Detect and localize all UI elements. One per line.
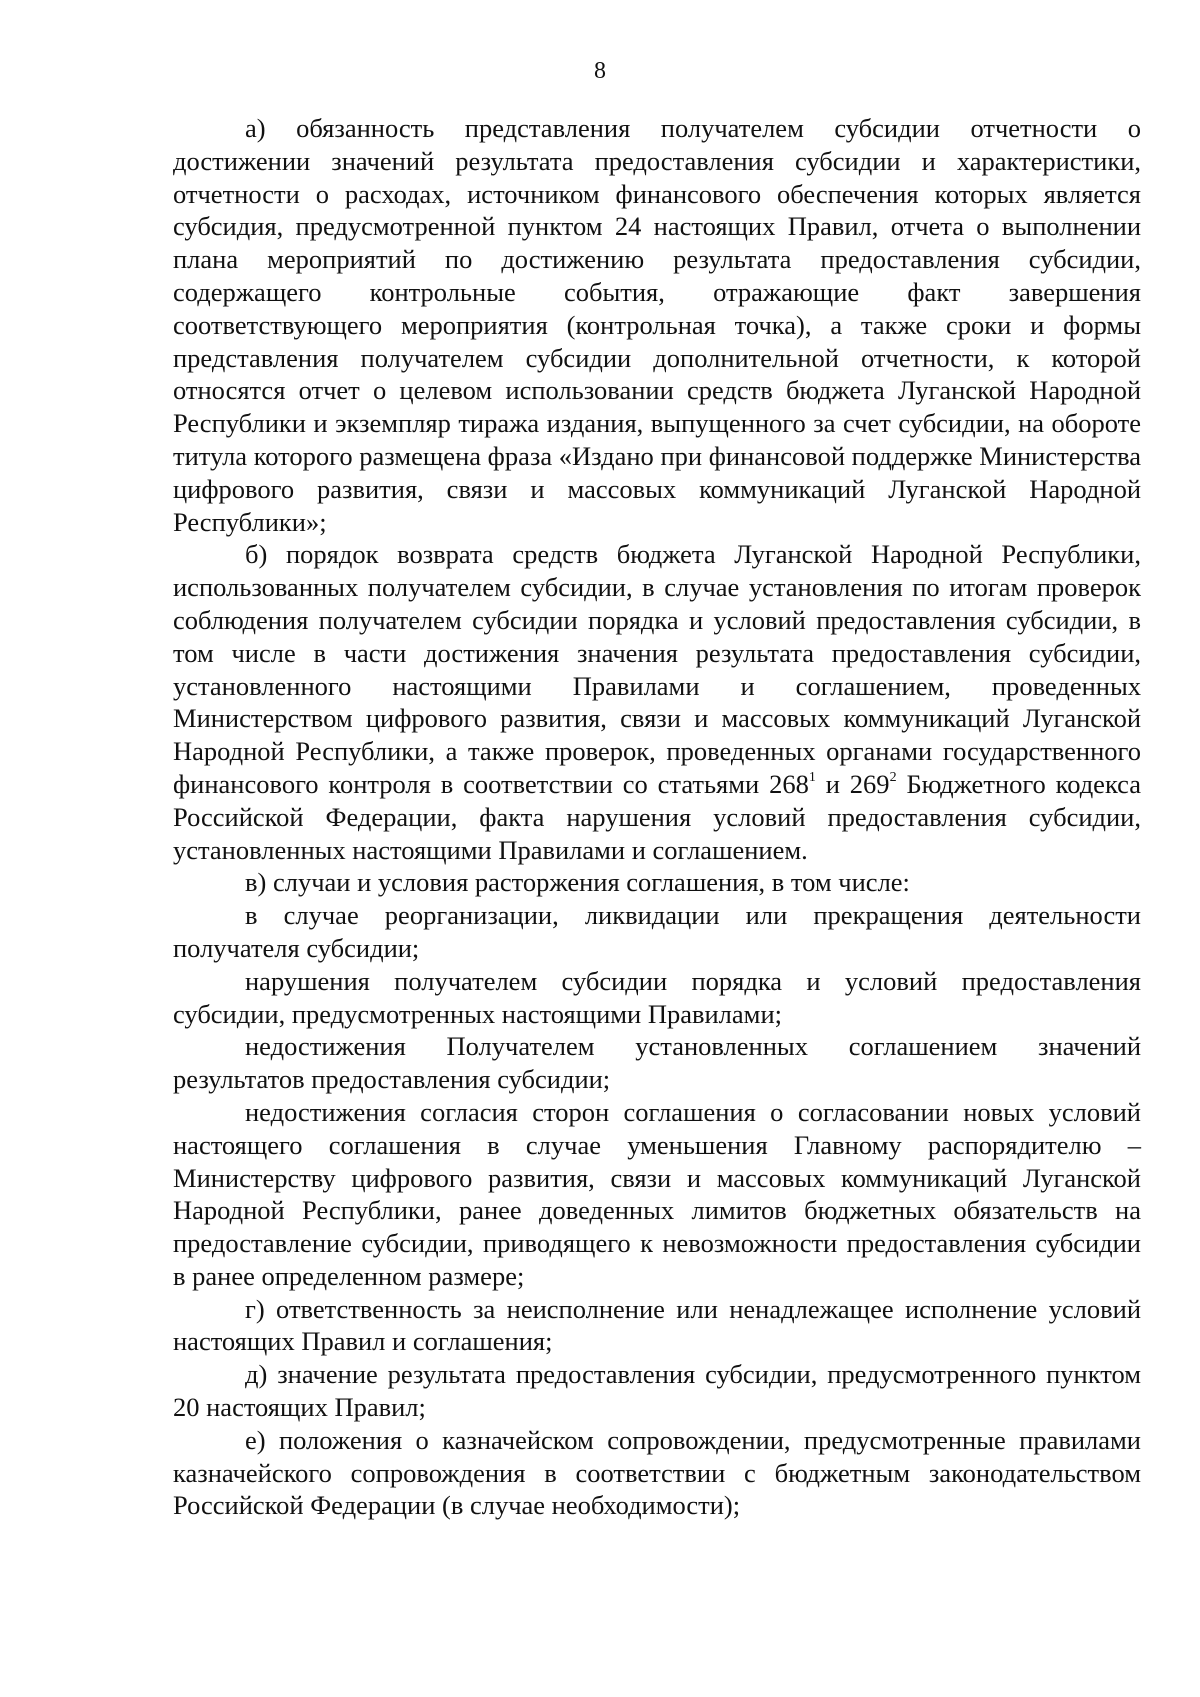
- document-body: [173, 112, 1141, 1522]
- paragraph-b: [173, 538, 1141, 866]
- paragraph-v-item-2: нарушения получателем субсидии порядка и условий предоставления субсидии, предусмотренных настоящими Правилами;: [173, 965, 1141, 1029]
- paragraph-b-text-2: и 269: [815, 768, 890, 799]
- paragraph-v: в) случаи и условия расторжения соглашения, в том числе:: [245, 867, 910, 898]
- paragraph-v-item-3: недостижения Получателем установленных соглашением значений результатов предоставления субсидии;: [173, 1031, 1141, 1095]
- superscript-article-268: 1: [808, 769, 816, 785]
- paragraph-g: г) ответственность за неисполнение или ненадлежащее исполнение условий настоящих Правил и соглашения;: [173, 1293, 1141, 1357]
- paragraph-e: е) положения о казначейском сопровождении, предусмотренные правилами казначейского сопровождения в соответствии с бюджетным законодательством Российской Федерации (в случае необходимости);: [173, 1424, 1141, 1521]
- superscript-article-269: 2: [889, 769, 897, 785]
- paragraph-d: д) значение результата предоставления субсидии, предусмотренного пунктом 20 настоящих Правил;: [173, 1359, 1141, 1423]
- paragraph-b-text-1: б) порядок возврата средств бюджета Луганской Народной Республики, использованных получателем субсидии, в случае установления по итогам проверок соблюдения получателем субсидии порядка и условий предоставления субсидии, в том числе в части достижения значения результата предоставления субсидии, установленного настоящими Правилами и соглашением, проведенных Министерством цифрового развития, связи и массовых коммуникаций Луганской Народной Республики, а также проверок, проведенных органами государственного финансового контроля в соответствии со статьями 268: [173, 539, 1141, 799]
- paragraph-v-item-4: недостижения согласия сторон соглашения о согласовании новых условий настоящего соглашения в случае уменьшения Главному распорядителю – Министерству цифрового развития, связи и массовых коммуникаций Луганской Народной Республики, ранее доведенных лимитов бюджетных обязательств на предоставление субсидии, приводящего к невозможности предоставления субсидии в ранее определенном размере;: [173, 1096, 1141, 1291]
- page-number: 8: [594, 58, 606, 84]
- paragraph-v-item-1: в случае реорганизации, ликвидации или прекращения деятельности получателя субсидии;: [173, 900, 1141, 963]
- paragraph-b-text-3: Бюджетного кодекса Российской Федерации, факта нарушения условий предоставления субсидии, установленных настоящими Правилами и соглашением.: [173, 768, 1142, 865]
- paragraph-a: а) обязанность представления получателем субсидии отчетности о достижении значений результата предоставления субсидии и характеристики, отчетности о расходах, источником финансового обеспечения которых является субсидия, предусмотренной пунктом 24 настоящих Правил, отчета о выполнении плана мероприятий по достижению результата предоставления субсидии, содержащего контрольные события, отражающие факт завершения соответствующего мероприятия (контрольная точка), а также сроки и формы представления получателем субсидии дополнительной отчетности, к которой относятся отчет о целевом использовании средств бюджета Луганской Народной Республики и экземпляр тиража издания, выпущенного за счет субсидии, на обороте титула которого размещена фраза «Издано при финансовой поддержке Министерства цифрового развития, связи и массовых коммуникаций Луганской Народной Республики»;: [173, 113, 1141, 537]
